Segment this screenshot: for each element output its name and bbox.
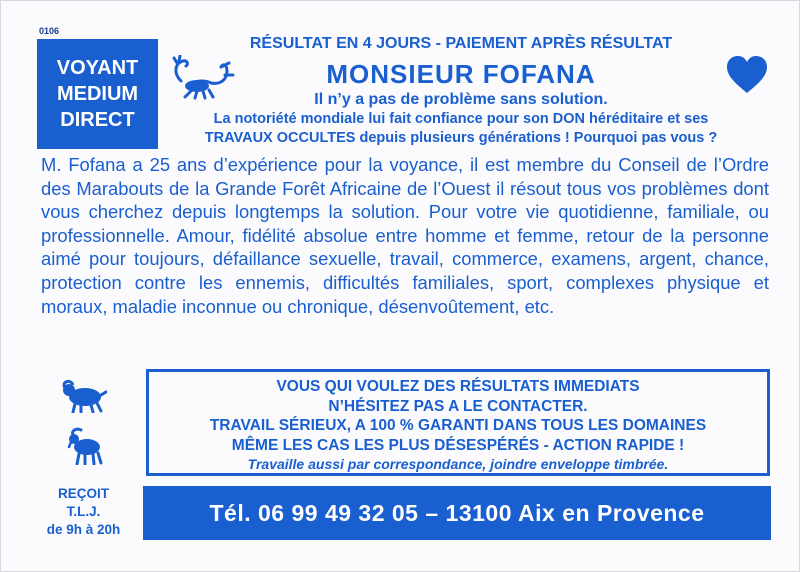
ram-icon [59, 379, 107, 413]
goat-icon [63, 427, 105, 465]
voyant-line-3: DIRECT [60, 109, 135, 131]
phone-address-text: Tél. 06 99 49 32 05 – 13100 Aix en Provence [209, 499, 705, 526]
opening-hours [31, 485, 136, 539]
page-title: MONSIEUR FOFANA [326, 59, 596, 89]
promo-line-3: TRAVAIL SÉRIEUX, A 100 % GARANTI DANS TOUS LES DOMAINES [209, 417, 707, 434]
description-paragraph: M. Fofana a 25 ans d’expérience pour la voyance, il est membre du Conseil de l’Ordre des Marabouts de la Grande Forêt Africaine de l’Ouest il résout tous vos problèmes dont vous cherchez depuis longtemps la solution. Pour votre vie quotidienne, familiale, ou professionnelle. Amour, fidélité absolue entre homme et femme, retour de la personne aimé pour toujours, défaillance sexuelle, travail, commerce, examens, argent, chance, protection contre les ennemis, difficultés familiales, sport, complexes physique et moraux, maladie inconnue ou chronique, désenvoûtement, etc. [41, 154, 769, 317]
promo-line-4: MÊME LES CAS LES PLUS DÉSESPÉRÉS - ACTION RAPIDE ! [231, 436, 685, 454]
voyant-line-1: VOYANT [56, 57, 139, 79]
tagline: Il n’y a pas de problème sans solution. [314, 91, 608, 108]
hours-line-2: T.L.J. [66, 504, 101, 519]
reputation-note-line-1: La notoriété mondiale lui fait confiance pour son DON héréditaire et ses [213, 111, 709, 127]
promo-line-5: Travaille aussi par correspondance, joindre enveloppe timbrée. [247, 456, 669, 472]
reputation-note-line-2: TRAVAUX OCCULTES depuis plusieurs générations ! Pourquoi pas vous ? [204, 130, 718, 146]
hours-line-1: REÇOIT [57, 486, 109, 501]
promo-line-1: VOUS QUI VOULEZ DES RÉSULTATS IMMEDIATS [276, 378, 640, 395]
voyant-medium-direct-box [37, 39, 158, 149]
promo-box [146, 369, 770, 476]
card-code: 0106 [39, 26, 60, 36]
phone-address-bar [143, 486, 771, 540]
headline-result: RÉSULTAT EN 4 JOURS - PAIEMENT APRÈS RÉSULTAT [249, 35, 673, 52]
hours-line-3: de 9h à 20h [46, 522, 121, 537]
voyant-line-2: MEDIUM [56, 83, 139, 105]
promo-line-2: N’HÉSITEZ PAS A LE CONTACTER. [328, 397, 588, 415]
